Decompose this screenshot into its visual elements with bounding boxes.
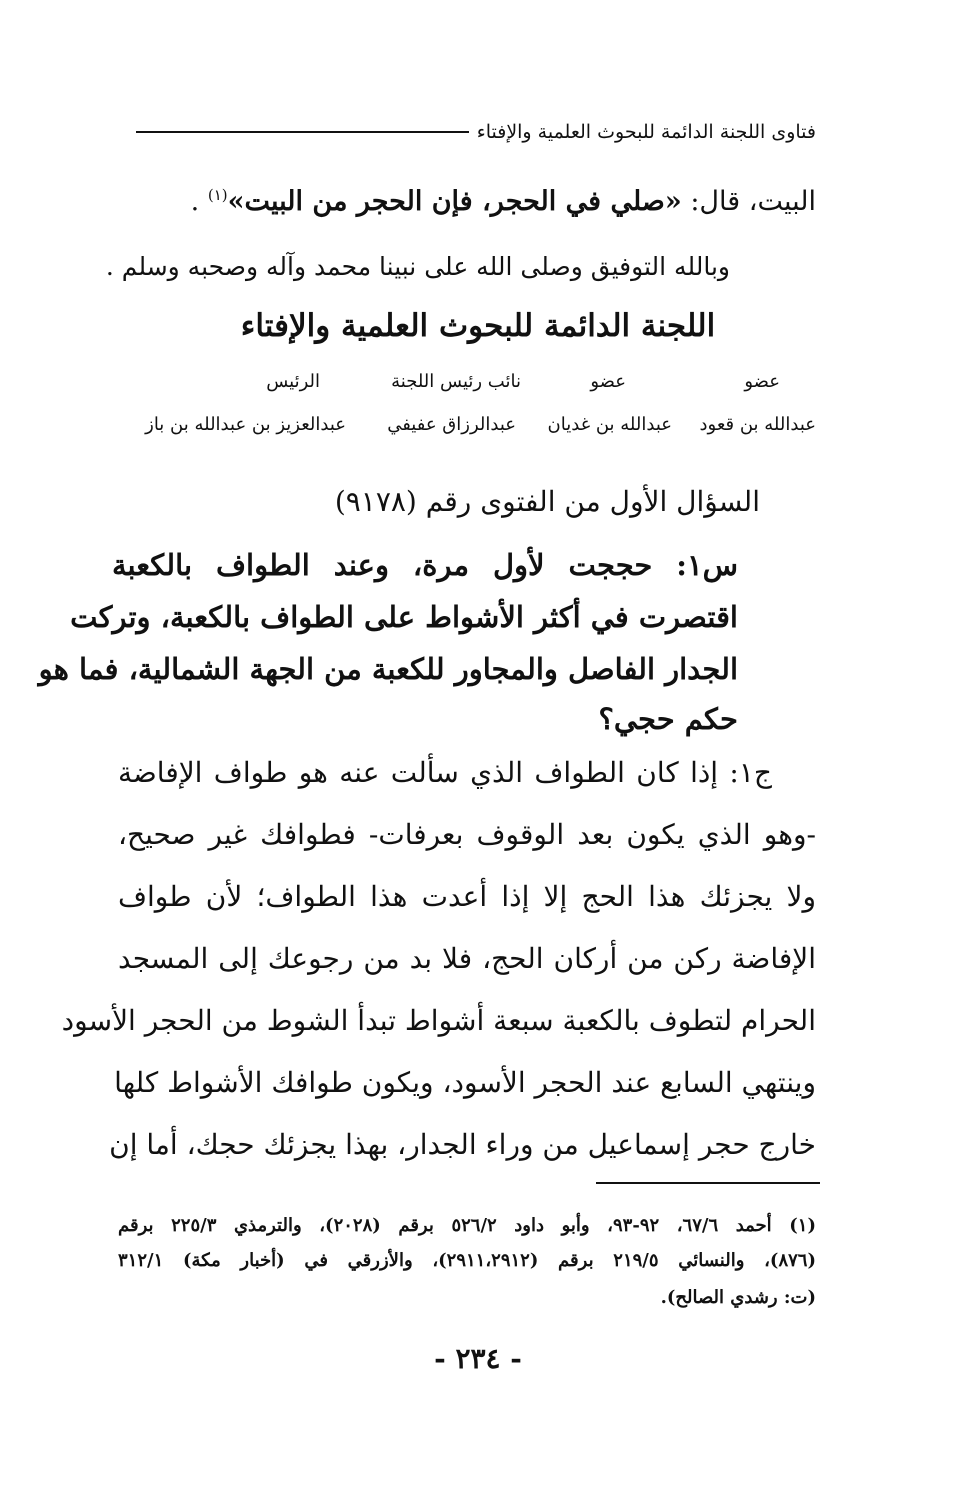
intro-end: .	[190, 186, 208, 217]
question-line: اقتصرت في أكثر الأشواط على الطواف بالكعبة، وتركت	[70, 600, 738, 634]
answer-line: ولا يجزئك هذا الحج إلا إذا أعدت هذا الطواف؛ لأن طواف	[118, 880, 816, 913]
role-chair: الرئيس	[266, 371, 320, 392]
footnote-line: (ت: رشدي الصالح).	[660, 1287, 816, 1308]
question-line: حكم حجي؟	[598, 702, 738, 736]
answer-line: الحرام لتطوف بالكعبة سبعة أشواط تبدأ الشوط من الحجر الأسود	[61, 1004, 816, 1037]
hadith-quote: «صلي في الحجر، فإن الحجر من البيت»	[227, 186, 682, 217]
closing-line: وبالله التوفيق وصلى الله على نبينا محمد وآله وصحبه وسلم .	[105, 252, 730, 281]
role-vice-chair: نائب رئيس اللجنة	[391, 371, 521, 392]
header-rule	[136, 131, 469, 133]
running-header	[136, 118, 816, 146]
footnote-line: (٨٧٦)، والنسائي ٢١٩/٥ برقم (٢٩١١،٢٩١٢)، والأزرقي في (أخبار مكة) ٣١٢/١	[118, 1250, 816, 1271]
intro-prefix: البيت، قال:	[681, 186, 816, 217]
question-line: س١: حججت لأول مرة، وعند الطواف بالكعبة	[112, 548, 738, 582]
footnote-rule	[596, 1182, 820, 1184]
running-title: فتاوى اللجنة الدائمة للبحوث العلمية والإفتاء	[476, 121, 816, 143]
name-vice-chair: عبدالرزاق عفيفي	[387, 414, 516, 435]
name-member-1: عبدالله بن قعود	[699, 414, 816, 435]
name-member-2: عبدالله بن غديان	[547, 414, 672, 435]
page-number: - ٢٣٤ -	[434, 1342, 522, 1375]
footnote-ref: (١)	[207, 186, 228, 204]
answer-line: وينتهي السابع عند الحجر الأسود، ويكون طوافك الأشواط كلها	[114, 1066, 816, 1099]
answer-line: -وهو الذي يكون بعد الوقوف بعرفات- فطوافك غير صحيح،	[118, 818, 816, 851]
question-line: الجدار الفاصل والمجاور للكعبة من الجهة الشمالية، فما هو	[38, 652, 738, 686]
footnote-line: (١) أحمد ٦٧/٦، ٩٢-٩٣، وأبو داود ٥٢٦/٢ برقم (٢٠٢٨)، والترمذي ٢٢٥/٣ برقم	[118, 1215, 816, 1236]
answer-line: الإفاضة ركن من أركان الحج، فلا بد من رجوعك إلى المسجد	[118, 942, 816, 975]
intro-line-1	[191, 186, 816, 217]
role-member-2: عضو	[590, 371, 626, 392]
answer-line: خارج حجر إسماعيل من وراء الجدار، بهذا يجزئك حجك، أما إن	[109, 1128, 816, 1161]
name-chair: عبدالعزيز بن عبدالله بن باز	[145, 414, 346, 435]
committee-title: اللجنة الدائمة للبحوث العلمية والإفتاء	[240, 308, 716, 344]
fatwa-heading: السؤال الأول من الفتوى رقم (٩١٧٨)	[334, 485, 760, 518]
answer-line: ج١: إذا كان الطواف الذي سألت عنه هو طواف الإفاضة	[118, 756, 772, 789]
role-member-1: عضو	[744, 371, 780, 392]
